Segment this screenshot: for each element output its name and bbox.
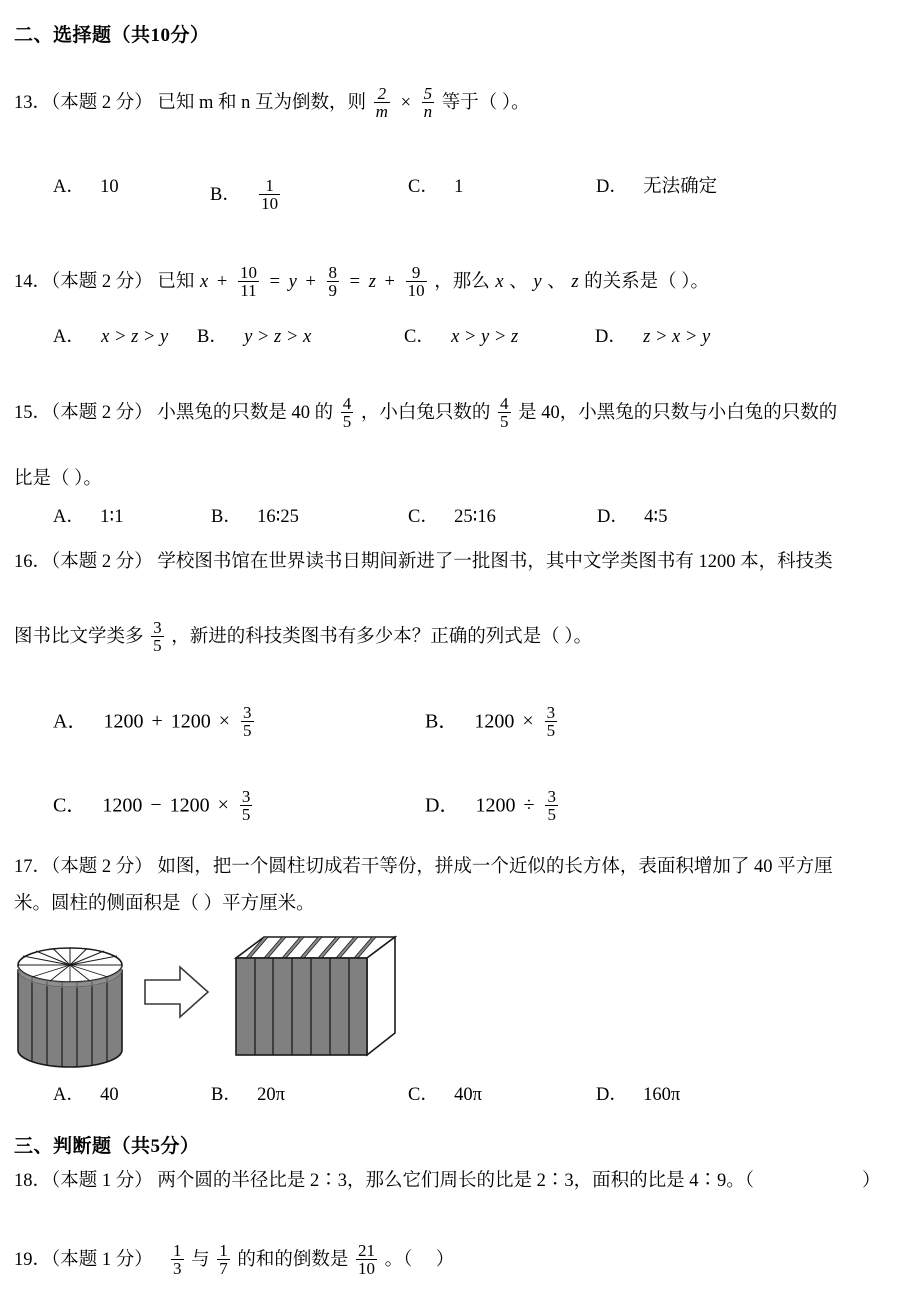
option-fraction <box>545 704 558 740</box>
question-15-stem-line-1 <box>14 396 837 432</box>
question-14-stem-text: 已知 <box>157 272 195 293</box>
section-header-choice: 二、选择题（共10分） <box>14 25 210 46</box>
option-text: y > z > x <box>244 327 312 347</box>
option-text: 16∶25 <box>257 507 299 527</box>
option-text: 1 <box>454 177 464 197</box>
fraction-denominator: 10 <box>261 194 279 214</box>
option-label: C． <box>408 1085 439 1105</box>
question-13-option-d[interactable] <box>596 178 717 197</box>
question-14-fraction-3 <box>406 264 427 300</box>
option-label: B． <box>211 1085 242 1105</box>
question-13-stem-tail: 等于（ ）。 <box>441 93 530 114</box>
question-17-stem-line-2: 米。圆柱的侧面积是（ ）平方厘米。 <box>14 894 315 914</box>
option-text: 10 <box>100 177 119 197</box>
question-14-fraction-1 <box>238 264 259 300</box>
question-15-fraction-1 <box>341 395 354 431</box>
question-18-answer-blank[interactable] <box>862 1172 881 1191</box>
question-14-fraction-2 <box>327 264 340 300</box>
question-13-option-c[interactable] <box>408 178 463 197</box>
option-label: B． <box>197 327 228 347</box>
option-text: 20π <box>257 1085 285 1105</box>
option-label: D． <box>425 794 460 817</box>
question-15-stem-line-2: 比是（ ）。 <box>14 469 102 489</box>
question-14-option-b[interactable] <box>197 328 312 347</box>
fraction-numerator: 1 <box>173 1241 182 1260</box>
fraction-denominator: 5 <box>153 636 162 656</box>
fraction-numerator: 3 <box>243 703 252 722</box>
question-16-stem-line-2 <box>14 620 592 656</box>
question-19-fraction-2 <box>217 1242 230 1278</box>
question-19-tail: 。（ <box>384 1250 413 1271</box>
question-19 <box>14 1243 454 1279</box>
cylinder-prism-svg <box>12 925 402 1085</box>
question-14-stem <box>14 265 709 301</box>
question-17-option-c[interactable] <box>408 1086 482 1105</box>
variable-y: y <box>288 272 297 293</box>
question-18-text: 两个圆的半径比是 2∶3，那么它们周长的比是 2∶3，面积的比是 4∶9。（ <box>157 1171 755 1191</box>
multiply-sign: × <box>400 93 412 114</box>
fraction-numerator: 5 <box>423 84 433 103</box>
question-15-part-3: 是 40，小黑兔的只数与小白兔的只数的 <box>518 403 838 424</box>
question-14-option-d[interactable] <box>595 328 711 347</box>
question-17-option-d[interactable] <box>596 1086 680 1105</box>
question-19-fraction-3 <box>356 1242 377 1278</box>
variable-z: z <box>368 272 376 293</box>
question-17-option-a[interactable] <box>53 1086 119 1105</box>
question-16-prefix: 16．（本题 2 分） <box>14 552 153 572</box>
question-13-fraction-1 <box>374 85 390 121</box>
divide-sign: ÷ <box>523 794 535 817</box>
option-label: D． <box>597 507 629 527</box>
question-15-option-a[interactable] <box>53 508 123 527</box>
operand-1: 1200 <box>102 794 143 817</box>
operand-2: 1200 <box>169 794 210 817</box>
question-15-option-c[interactable] <box>408 508 496 527</box>
question-17-stem-line-1 <box>14 858 833 877</box>
question-15-part-2: ，小白兔只数的 <box>360 403 491 424</box>
fraction-numerator: 21 <box>358 1241 376 1260</box>
question-17-line-1-text: 如图，把一个圆柱切成若干等份，拼成一个近似的长方体，表面积增加了 40 平方厘 <box>157 857 833 877</box>
plus-sign: + <box>151 710 163 733</box>
equals-sign-1: = <box>269 272 280 293</box>
fraction-numerator: 3 <box>546 703 556 722</box>
fraction-denominator: 11 <box>238 281 259 299</box>
question-16-option-b[interactable] <box>425 705 560 741</box>
question-16-line-2-before: 图书比文学类多 <box>14 627 144 648</box>
option-label: A． <box>53 177 85 197</box>
question-19-prefix: 19．（本题 1 分） <box>14 1250 153 1271</box>
question-18 <box>14 1172 754 1191</box>
fraction-numerator: 3 <box>547 787 556 806</box>
option-text: 1∶1 <box>100 507 124 527</box>
option-fraction <box>259 177 280 213</box>
fraction-numerator: 9 <box>411 263 421 282</box>
question-14-stem-tail: 的关系是（ ）。 <box>584 272 710 293</box>
question-16-option-a[interactable] <box>53 705 257 741</box>
fraction-denominator: 5 <box>241 805 251 825</box>
option-label: C． <box>404 327 435 347</box>
operand-1: 1200 <box>103 710 144 733</box>
question-16-option-c[interactable] <box>53 789 255 825</box>
question-16-fraction <box>151 619 164 655</box>
plus-sign: + <box>216 272 228 293</box>
fraction-denominator: 5 <box>500 412 509 432</box>
fraction-denominator: 5 <box>342 412 352 432</box>
fraction-numerator: 4 <box>342 394 352 413</box>
fraction-denominator: m <box>375 102 388 122</box>
question-13-fraction-2 <box>422 85 435 121</box>
question-19-fraction-1 <box>171 1242 184 1278</box>
option-label: C． <box>408 177 439 197</box>
right-arrow-icon <box>145 967 208 1017</box>
separator-2: 、 <box>547 272 566 293</box>
question-17-prefix: 17．（本题 2 分） <box>14 857 153 877</box>
fraction-numerator: 8 <box>328 263 338 282</box>
option-label: D． <box>596 1085 628 1105</box>
assembled-prism-shape <box>236 937 395 1055</box>
fraction-denominator: n <box>423 102 433 122</box>
option-text: 160π <box>643 1085 681 1105</box>
fraction-denominator: 10 <box>407 281 425 301</box>
question-14-stem-after: ，那么 <box>434 272 490 293</box>
option-label: C． <box>408 507 439 527</box>
plus-sign-2: + <box>305 272 316 293</box>
fraction-numerator: 10 <box>239 263 257 282</box>
option-label: D． <box>595 327 627 347</box>
fraction-denominator: 10 <box>358 1259 376 1279</box>
fraction-denominator: 9 <box>328 281 338 301</box>
option-label: B． <box>211 507 242 527</box>
fraction-denominator: 7 <box>219 1259 228 1279</box>
option-label: A． <box>53 507 85 527</box>
question-16-option-d[interactable] <box>425 789 561 825</box>
option-text: 40π <box>454 1085 482 1105</box>
fraction-denominator: 5 <box>243 721 252 741</box>
option-text: 4∶5 <box>644 507 668 527</box>
option-label: C． <box>53 794 87 817</box>
fraction-numerator: 3 <box>153 618 162 637</box>
variable-x-ref: x <box>495 272 504 293</box>
plus-sign-3: + <box>384 272 395 293</box>
fraction-numerator: 4 <box>500 394 509 413</box>
operand-2: 1200 <box>170 710 211 733</box>
option-text: x > z > y <box>101 327 169 347</box>
close-paren: ） <box>435 1250 455 1271</box>
question-13-option-b[interactable] <box>210 178 283 214</box>
sliced-cylinder-shape <box>18 948 122 1067</box>
operand-1: 1200 <box>475 794 516 817</box>
equals-sign-2: = <box>349 272 361 293</box>
fraction-numerator: 1 <box>219 1241 228 1260</box>
question-17-option-b[interactable] <box>211 1086 285 1105</box>
option-label: A． <box>53 327 85 347</box>
variable-y-ref: y <box>533 272 542 293</box>
variable-z-ref: z <box>571 272 579 293</box>
question-14-option-c[interactable] <box>404 328 519 347</box>
option-label: B． <box>210 185 241 206</box>
fraction-denominator: 5 <box>547 805 556 825</box>
question-15-part-1: 小黑兔的只数是 40 的 <box>157 403 334 424</box>
question-13-stem <box>14 86 530 122</box>
variable-x: x <box>200 272 209 293</box>
question-19-connector: 与 <box>191 1250 210 1271</box>
question-19-text-after: 的和的倒数是 <box>237 1250 349 1271</box>
question-15-prefix: 15．（本题 2 分） <box>14 403 153 424</box>
option-fraction <box>241 704 254 740</box>
option-label: D． <box>596 177 628 197</box>
option-label: A． <box>53 1085 85 1105</box>
fraction-numerator: 1 <box>265 176 274 195</box>
operand-1: 1200 <box>474 710 515 733</box>
cylinder-to-prism-figure <box>12 925 402 1085</box>
close-paren: ） <box>862 1171 881 1191</box>
option-text: 25∶16 <box>454 507 496 527</box>
section-header-judgement: 三、判断题（共5分） <box>14 1136 200 1157</box>
option-text: x > y > z <box>451 327 519 347</box>
option-label: B． <box>425 710 459 733</box>
fraction-numerator: 2 <box>377 84 387 103</box>
question-15-option-b[interactable] <box>211 508 299 527</box>
question-16-line-2-after: ，新进的科技类图书有多少本？正确的列式是（ ）。 <box>171 627 593 648</box>
option-fraction <box>240 788 253 824</box>
multiply-sign: × <box>522 710 534 733</box>
question-13-prefix: 13．（本题 2 分） <box>14 93 153 114</box>
option-text: 40 <box>100 1085 119 1105</box>
separator-1: 、 <box>509 272 528 293</box>
multiply-sign: × <box>218 710 231 733</box>
question-14-option-a[interactable] <box>53 328 169 347</box>
minus-sign: − <box>150 794 162 817</box>
multiply-sign: × <box>217 794 229 817</box>
question-15-fraction-2 <box>498 395 511 431</box>
question-13-stem-text: 已知 m 和 n 互为倒数，则 <box>157 93 367 114</box>
option-text: z > x > y <box>643 327 711 347</box>
question-16-stem-line-1 <box>14 553 833 572</box>
option-text: 无法确定 <box>643 177 718 197</box>
question-18-prefix: 18．（本题 1 分） <box>14 1171 153 1191</box>
fraction-denominator: 5 <box>546 721 556 741</box>
option-fraction <box>545 788 558 824</box>
option-label: A． <box>53 710 88 733</box>
fraction-numerator: 3 <box>241 787 251 806</box>
question-16-line-1-text: 学校图书馆在世界读书日期间新进了一批图书，其中文学类图书有 1200 本，科技类 <box>157 552 833 572</box>
question-15-option-d[interactable] <box>597 508 667 527</box>
question-14-prefix: 14．（本题 2 分） <box>14 272 153 293</box>
question-13-option-a[interactable] <box>53 178 119 197</box>
fraction-denominator: 3 <box>173 1259 182 1279</box>
